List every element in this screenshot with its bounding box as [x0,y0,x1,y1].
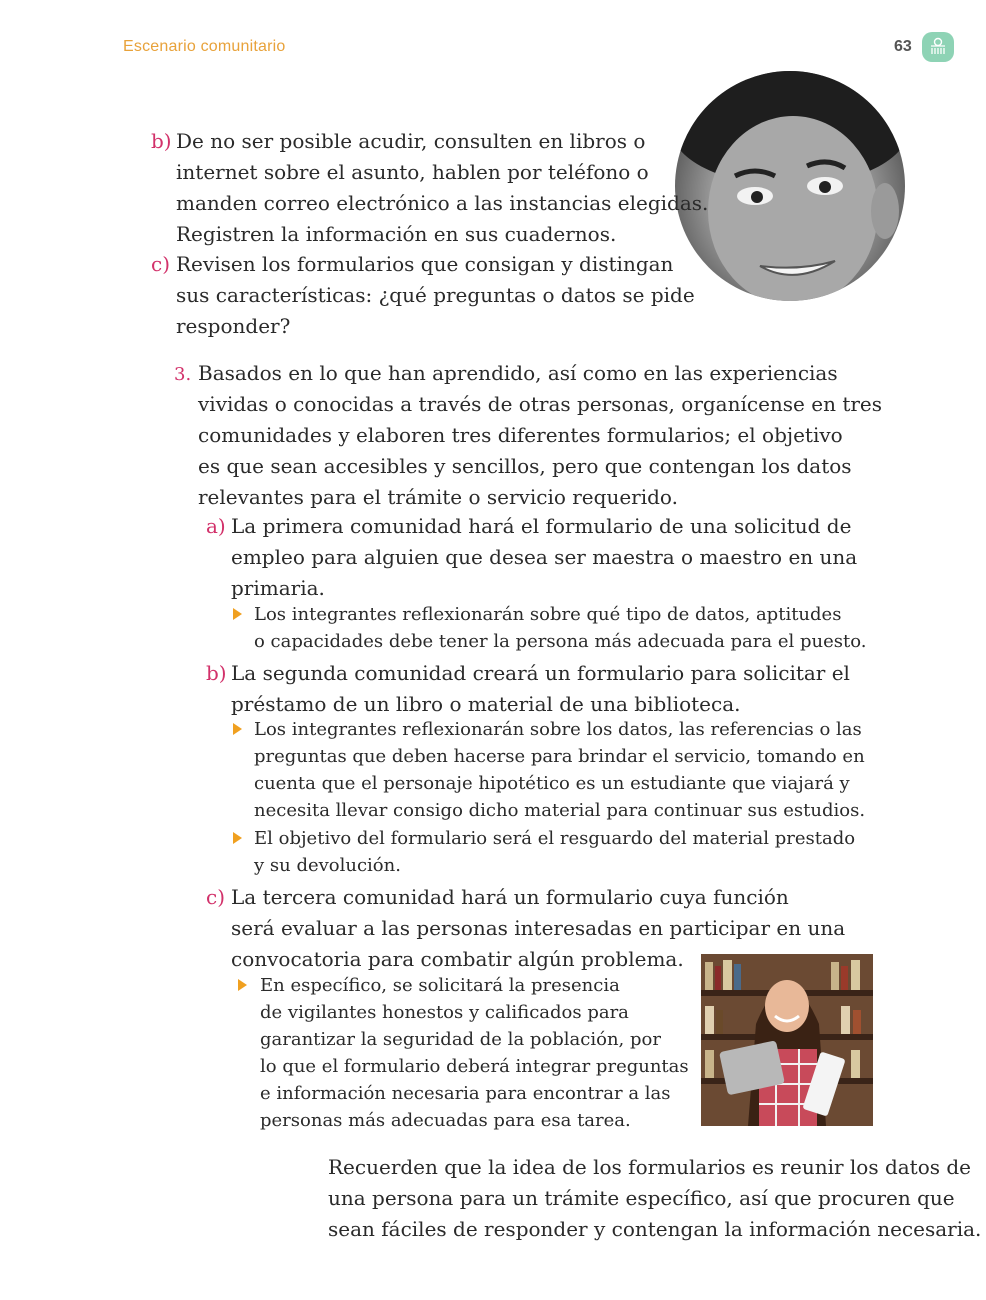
bullet-arrow-icon [233,608,242,620]
item-3c-bullet [260,972,689,1134]
text-line: Registren la información en sus cuadernos. [176,222,617,246]
item-3a [206,511,858,604]
closing-paragraph [328,1152,981,1245]
text-line: o capacidades debe tener la persona más adecuada para el puesto. [254,631,867,652]
text-line: sus características: ¿qué preguntas o datos se pide [176,283,695,307]
text-line: En específico, se solicitará la presencia [260,975,620,996]
item-3-marker: 3. [174,364,192,385]
text-line: El objetivo del formulario será el resguardo del material prestado [254,828,856,849]
text-line: préstamo de un libro o material de una biblioteca. [231,692,741,716]
item-b-marker: b) [151,129,172,153]
text-line: personas más adecuadas para esa tarea. [260,1110,631,1131]
text-line: preguntas que deben hacerse para brindar el servicio, tomando en [254,746,865,767]
item-3a-marker: a) [206,514,226,538]
item-c-top [151,249,695,342]
page-badge-icon [922,32,954,62]
text-line: sean fáciles de responder y contengan la información necesaria. [328,1217,982,1241]
item-3b-bullet-2 [254,825,855,879]
item-c-marker: c) [151,252,171,276]
text-line: Los integrantes reflexionarán sobre los datos, las referencias o las [254,719,862,740]
text-line: convocatoria para combatir algún problema. [231,947,684,971]
bullet-arrow-icon [233,723,242,735]
item-3b [206,658,850,720]
text-line: comunidades y elaboren tres diferentes formularios; el objetivo [198,423,843,447]
text-line: Basados en lo que han aprendido, así como en las experiencias [198,361,838,385]
text-line: vividas o conocidas a través de otras personas, organícense en tres [198,392,883,416]
text-line: La tercera comunidad hará un formulario cuya función [231,885,789,909]
text-line: cuenta que el personaje hipotético es un estudiante que viajará y [254,773,850,794]
boy-photo [675,71,905,301]
text-line: manden correo electrónico a las instancias elegidas. [176,191,709,215]
text-line: necesita llevar consigo dicho material para continuar sus estudios. [254,800,866,821]
item-3c-marker: c) [206,885,226,909]
text-line: relevantes para el trámite o servicio requerido. [198,485,678,509]
text-line: responder? [176,314,291,338]
text-line: Recuerden que la idea de los formularios es reunir los datos de [328,1155,972,1179]
text-line: empleo para alguien que desea ser maestra o maestro en una [231,545,858,569]
text-line: y su devolución. [254,855,401,876]
text-line: una persona para un trámite específico, así que procuren que [328,1186,955,1210]
bullet-arrow-icon [238,979,247,991]
text-line: Revisen los formularios que consigan y distingan [176,252,674,276]
text-line: Los integrantes reflexionarán sobre qué tipo de datos, aptitudes [254,604,842,625]
text-line: lo que el formulario deberá integrar preguntas [260,1056,689,1077]
text-line: internet sobre el asunto, hablen por teléfono o [176,160,649,184]
text-line: De no ser posible acudir, consulten en libros o [176,129,646,153]
item-3b-bullet-1 [254,716,865,824]
text-line: de vigilantes honestos y calificados para [260,1002,629,1023]
page-number: 63 [894,38,912,55]
section-header: Escenario comunitario [123,38,286,55]
item-3b-marker: b) [206,661,227,685]
text-line: será evaluar a las personas interesadas en participar en una [231,916,846,940]
text-line: La segunda comunidad creará un formulario para solicitar el [231,661,850,685]
text-line: La primera comunidad hará el formulario de una solicitud de [231,514,852,538]
bullet-arrow-icon [233,832,242,844]
item-3a-bullet [254,601,866,655]
item-3 [174,358,883,513]
text-line: garantizar la seguridad de la población, por [260,1029,661,1050]
text-line: es que sean accesibles y sencillos, pero que contengan los datos [198,454,852,478]
girl-with-tablet-photo [701,954,873,1126]
item-b-top [151,126,709,250]
text-line: primaria. [231,576,325,600]
text-line: e información necesaria para encontrar a las [260,1083,671,1104]
